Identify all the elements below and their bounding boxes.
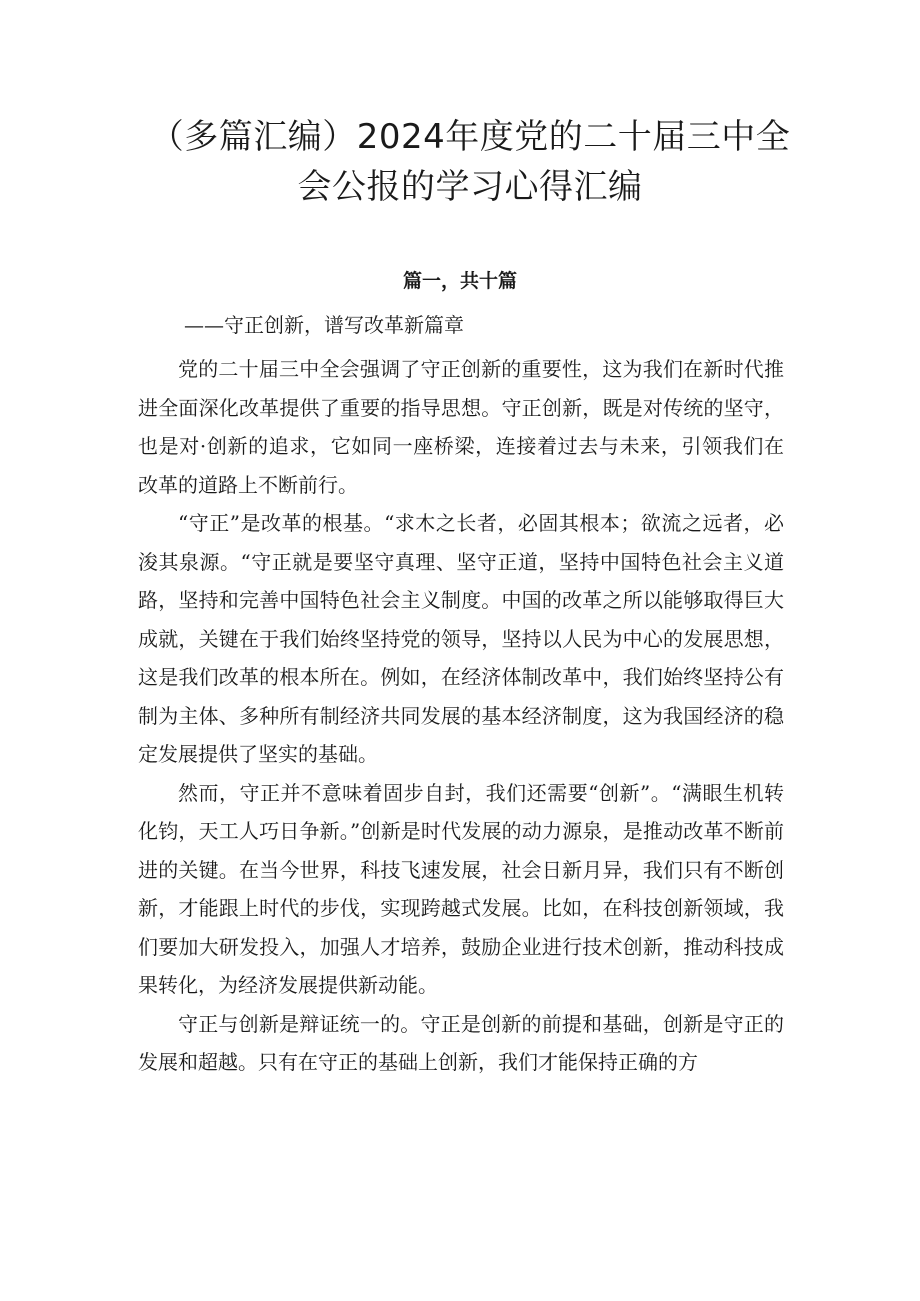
title-line-2: 会公报的学习心得汇编 xyxy=(297,167,643,207)
article-subtitle: ——守正创新，谱写改革新篇章 xyxy=(184,313,464,337)
article-body xyxy=(138,350,784,1082)
paragraph-3: 然而，守正并不意味着固步自封，我们还需要“创新”。“满眼生机转化钧，天工人巧日争新。”创新是时代发展的动力源泉，是推动改革不断前进的关键。在当今世界，科技飞速发展，社会日新月异，我们只有不断创新，才能跟上时代的步伐，实现跨越式发展。比如，在科技创新领域，我们要加大研发投入，加强人才培养，鼓励企业进行技术创新，推动科技成果转化，为经济发展提供新动能。 xyxy=(138,780,784,997)
title-line-1: （多篇汇编）2024年度党的二十届三中全 xyxy=(149,117,791,157)
paragraph-1: 党的二十届三中全会强调了守正创新的重要性，这为我们在新时代推进全面深化改革提供了重要的指导思想。守正创新，既是对传统的坚守，也是对·创新的追求，它如同一座桥梁，连接着过去与未来，引领我们在改革的道路上不断前行。 xyxy=(138,357,784,497)
section-heading: 篇一，共十篇 xyxy=(402,270,517,292)
paragraph-4: 守正与创新是辩证统一的。守正是创新的前提和基础，创新是守正的发展和超越。只有在守正的基础上创新，我们才能保持正确的方 xyxy=(138,1011,784,1074)
paragraph-2: “守正”是改革的根基。“求木之长者，必固其根本；欲流之远者，必浚其泉源。“守正就是要坚守真理、坚守正道，坚持中国特色社会主义道路，坚持和完善中国特色社会主义制度。中国的改革之所以能够取得巨大成就，关键在于我们始终坚持党的领导，坚持以人民为中心的发展思想，这是我们改革的根本所在。例如，在经济体制改革中，我们始终坚持公有制为主体、多种所有制经济共同发展的基本经济制度，这为我国经济的稳定发展提供了坚实的基础。 xyxy=(138,511,784,766)
document-title xyxy=(120,112,820,212)
